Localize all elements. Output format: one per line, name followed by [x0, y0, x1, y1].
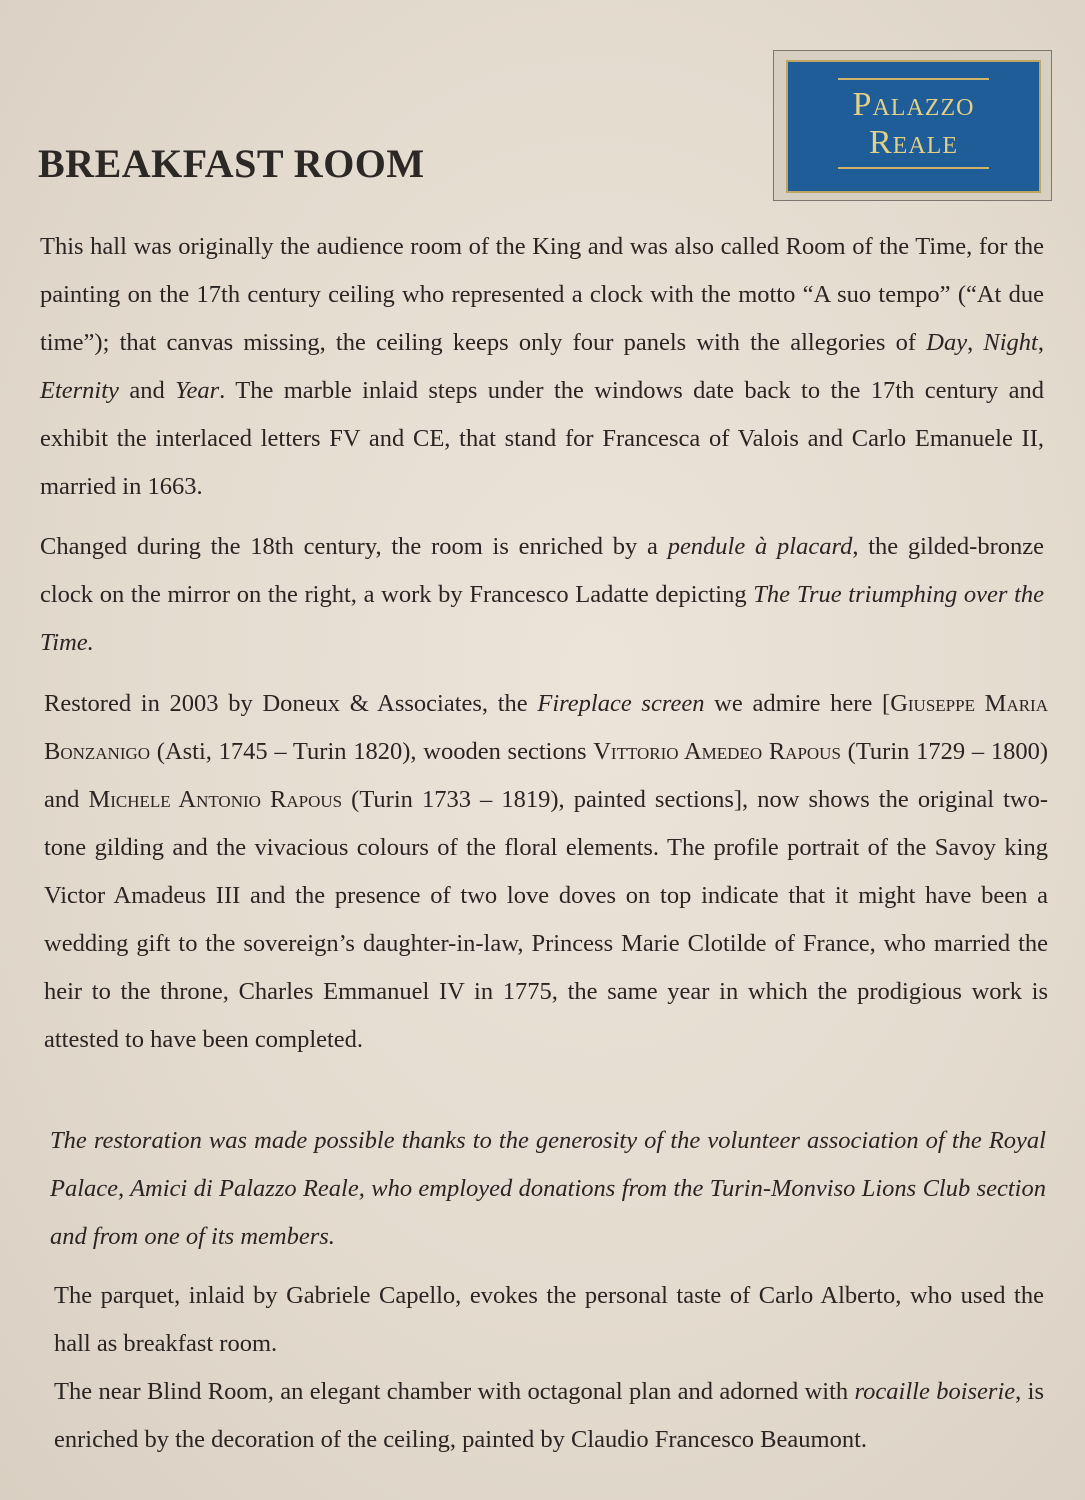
p2-text-1: Changed during the 18th century, the room is enriched by a: [40, 533, 668, 560]
p1-year: Year: [175, 377, 220, 404]
logo-frame: [773, 50, 1052, 201]
p1-and: and: [118, 377, 176, 404]
palazzo-reale-logo: [786, 60, 1041, 193]
p5-text-2: , is enriched by the decoration of the ceiling, painted by Claudio Francesco Beaumont.: [54, 1378, 1044, 1453]
p3-text-3: (Asti, 1745 – Turin 1820), wooden sections: [150, 738, 594, 765]
p5-parquet: The parquet, inlaid by Gabriele Capello, evokes the personal taste of Carlo Alberto, who used the hall as breakfast room.: [54, 1282, 1044, 1357]
paragraph-clock: [40, 523, 1044, 667]
page-title: BREAKFAST ROOM: [38, 141, 425, 186]
p3-text-4: (Turin 1729 – 1800) and: [44, 738, 1048, 813]
paragraph-fireplace-screen: [44, 680, 1048, 1064]
p1-day: Day: [926, 329, 968, 356]
logo-rule-bottom: [838, 167, 989, 169]
p1-eternity: Eternity: [40, 377, 119, 404]
p3-fireplace-screen: Fireplace screen: [537, 690, 705, 717]
p4-text: The restoration was made possible thanks to the generosity of the volunteer association of the Royal Palace, Amici di Palazzo Reale, who employed donations from the Turin-Monviso Lions Club section and from one of its members.: [50, 1127, 1046, 1250]
paragraph-restoration-credit: [50, 1117, 1046, 1261]
p2-work-title: The True triumphing over the Time.: [40, 581, 1045, 656]
p5-rocaille: rocaille boiserie: [854, 1378, 1016, 1405]
logo-line-2: Reale: [869, 124, 958, 161]
p5-text-1: The near Blind Room, an elegant chamber with octagonal plan and adorned with: [54, 1378, 855, 1405]
p1-text-1: This hall was originally the audience room of the King and was also called Room of the Time, for the painting on the 17th century ceiling who represented a clock with the motto “A suo tempo” (“At due time”); that canvas missing, the ceiling keeps only four panels with the allegories of: [40, 233, 1044, 356]
paragraph-history: [40, 223, 1044, 511]
p3-artist-1: Giuseppe Maria Bonzanigo: [44, 690, 1048, 765]
p3-artist-2: Vittorio Amedeo Rapous: [593, 738, 841, 765]
p2-text-2: , the gilded-bronze clock on the mirror on the right, a work by Francesco Ladatte depicting: [40, 533, 1044, 608]
paragraph-parquet-blind-room: [54, 1272, 1044, 1464]
logo-line-1: Palazzo: [852, 86, 975, 123]
p1-text-2: . The marble inlaid steps under the windows date back to the 17th century and exhibit the interlaced letters FV and CE, that stand for Francesca of Valois and Carlo Emanuele II, married in 1663.: [40, 377, 1045, 500]
p1-night: Night: [983, 329, 1038, 356]
p3-text-1: Restored in 2003 by Doneux & Associates, the: [44, 690, 538, 717]
p3-text-5: (Turin 1733 – 1819), painted sections], now shows the original two-tone gilding and the vivacious colours of the floral elements. The profile portrait of the Savoy king Victor Amadeus III and the presence of two love doves on top indicate that it might have been a wedding gift to the sovereign’s daughter-in-law, Princess Marie Clotilde of France, who married the heir to the throne, Charles Emmanuel IV in 1775, the same year in which the prodigious work is attested to have been completed.: [44, 786, 1049, 1053]
p3-artist-3: Michele Antonio Rapous: [88, 786, 343, 813]
p1-comma-2: ,: [1037, 329, 1044, 356]
logo-rule-top: [838, 78, 989, 80]
p1-comma-1: ,: [967, 329, 984, 356]
p2-pendule: pendule à placard: [667, 533, 853, 560]
p3-text-2: we admire here [: [704, 690, 891, 717]
